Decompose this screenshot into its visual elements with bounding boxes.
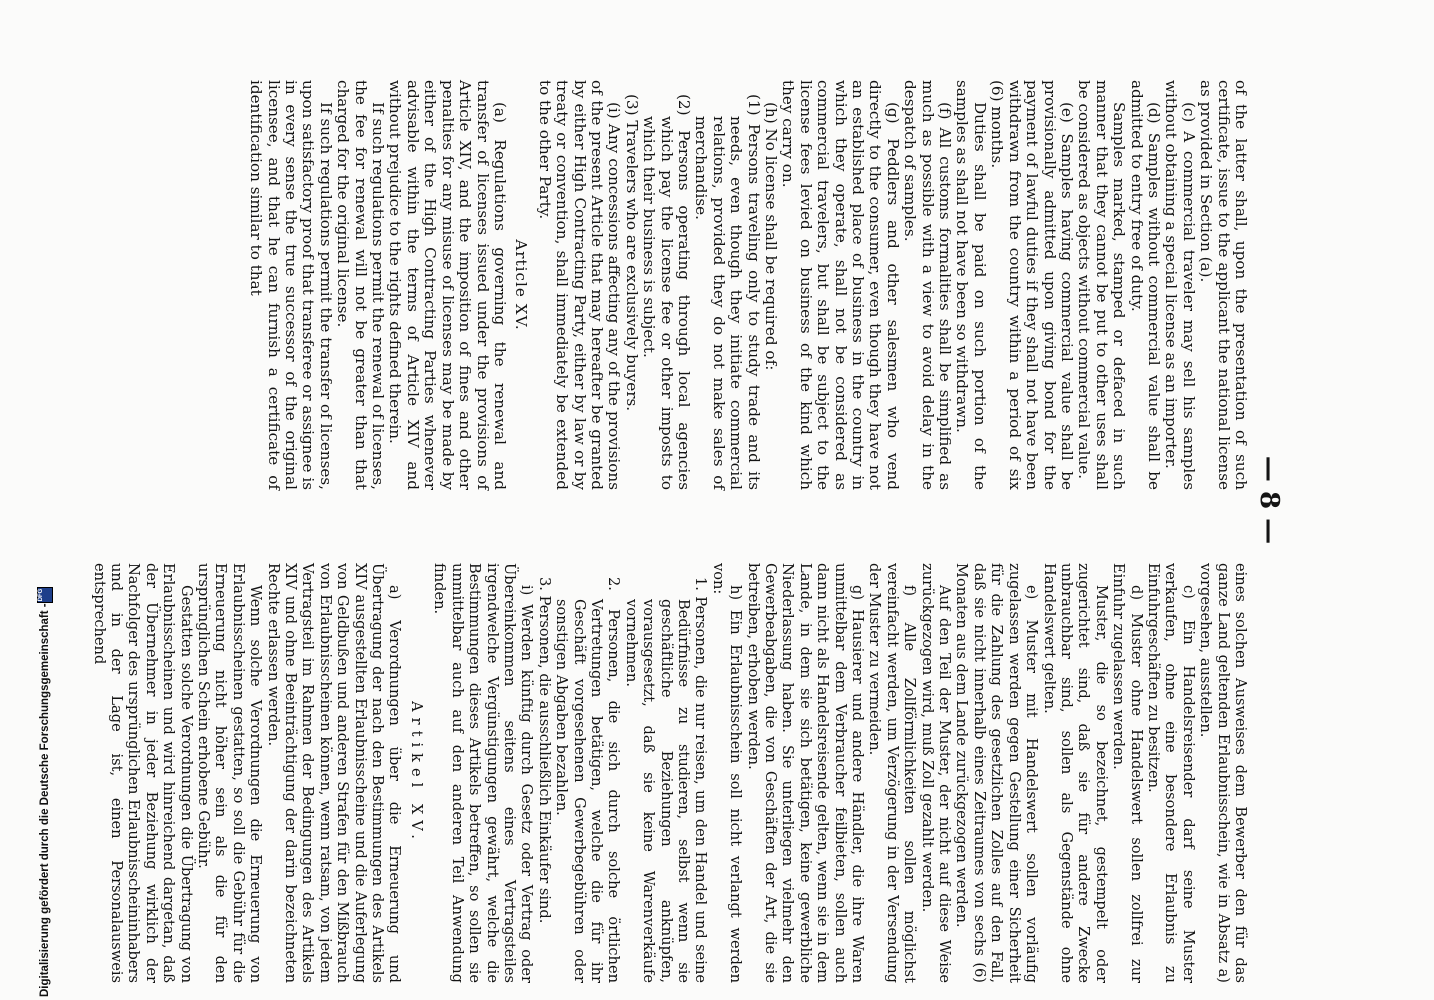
german-article-heading: Artikel XV. (407, 701, 425, 845)
english-paragraph: (i) Any concessions affecting any of the provisions of the present Article that may hereafter be granted by either High Contracting Party, either by law or by treaty or convention, shall immediately be extended to the other Party. (535, 80, 624, 490)
german-paragraph: Gestatten solche Verordnungen die Übertragung von Erlaubnisscheinen und wird hinreichend dargetan, daß der Übernehmer in jeder Beziehung wirklich der Nachfolger des ursprünglichen Erlaubnisscheininhabers und in der Lage ist, einen Personalausweis entsprechend (90, 563, 195, 983)
english-paragraph: (a) Regulations governing the renewal and transfer of licenses issued under the provisions of Article XIV, and the imposition of fines and other penalties for any misuse of licenses may be made by either of the High Contracting Parties whenever advisable within the terms of Article XIV and without prejudice to the rights defined therein. (386, 80, 509, 490)
english-paragraph: (e) Samples having commercial value shall be provisionally admitted upon giving bond for the payment of lawful duties if they shall not have been withdrawn from the country within a period of six (6) months. (988, 80, 1076, 490)
english-column (247, 80, 1249, 490)
english-paragraph: (f) All customs formalities shall be simplified as much as possible with a view to avoid delay in the despatch of samples. (901, 80, 955, 490)
english-list-item: (1) Persons traveling only to study trade and its needs, even though they initiate commercial relations, provided they do not make sales of merchandise. (692, 94, 763, 490)
page-number (1254, 0, 1284, 1000)
german-paragraph: f) Alle Zollförmlichkeiten sollen möglichst vereinfacht werden, um Verzögerung in der Versendung der Muster zu vermeiden. (866, 563, 919, 983)
dfg-logo-label: DFG (38, 588, 44, 602)
english-paragraph: (d) Samples without commercial value shall be admitted to entry free of duty. (1127, 80, 1163, 490)
dfg-logo-icon (37, 587, 53, 603)
english-paragraph: If such regulations permit the transfer of licenses, upon satisfactory proof that transferee or assignee is in every sense the true successor of the original licensee, and that he can furnish a certificate of identification similar to that (247, 80, 335, 490)
digitization-credit-text: Digitalisierung gefördert durch die Deutsche Forschungsgemeinschaft - (39, 603, 51, 997)
german-paragraph: a) Verordnungen über die Erneuerung und Übertragung der nach den Bestimmungen des Artikels XIV ausgestellten Erlaubnisscheine und die Auferlegung von Geldbußen und anderen Strafen für den Mißbrauch von Erlaubnisscheinen können, wenn ratsam, von jedem Vertragsteil im Rahmen der Bedingungen des Artikels XIV und ohne Beeinträchtigung der darin bezeichneten Rechte erlassen werden. (264, 563, 404, 983)
english-paragraph: Samples marked, stamped or defaced in such manner that they cannot be put to other uses shall be considered as objects without commercial value. (1075, 80, 1129, 490)
page-dash-left: — (1254, 455, 1284, 491)
german-paragraph: Muster, die so bezeichnet, gestempelt oder zugerichtet sind, daß sie für andere Zwecke unbrauchbar sind, sollen als Gegenstände ohne Handelswert gelten. (1040, 563, 1110, 983)
page-dash-right: — (1254, 509, 1284, 545)
digitization-credit (30, 0, 60, 997)
german-paragraph: c) Ein Handelsreisender darf seine Muster verkaufen, ohne eine besondere Erlaubnis zu Einfuhrgeschäften zu besitzen. (1144, 563, 1197, 983)
english-paragraph: Duties shall be paid on such portion of the samples as shall not have been so withdrawn. (953, 80, 989, 490)
english-paragraph: If such regulations permit the renewal of licenses, the fee for renewal will not be greater than that charged for the original license. (334, 80, 388, 490)
german-column (90, 563, 1249, 983)
german-paragraph: d) Muster ohne Handelswert sollen zollfrei zur Einfuhr zugelassen werden. (1110, 563, 1145, 983)
german-paragraph: Wenn solche Verordnungen die Erneuerung von Erlaubnisscheinen gestatten, so soll die Gebühr für die Erneuerung nicht höher sein als die für den ursprünglichen Schein erhobene Gebühr. (195, 563, 265, 983)
german-list-item: 3. Personen, die ausschließlich Einkäufer sind. (535, 577, 553, 924)
german-list-item: 1. Personen, die nur reisen, um den Handel und seine Bedürfnisse zu studieren, selbst wenn sie geschäftliche Beziehungen anknüpfen, vorausgesetzt, daß sie keine Warenverkäufe vornehmen. (622, 577, 710, 983)
english-list-item: (2) Persons operating through local agencies which pay the license fee or other imposts to which their business is subject. (640, 94, 693, 490)
german-paragraph: i) Werden künftig durch Gesetz oder Vertrag oder Übereinkommen seitens eines Vertragsteiles irgendwelche Vergünstigungen gewährt, welche die Bestimmungen dieses Artikels betreffen, so sollen sie unmittelbar auch auf den anderen Teil Anwendung finden. (431, 563, 536, 983)
english-article-heading: Article XV. (512, 239, 531, 331)
german-paragraph: eines solchen Ausweises dem Bewerber den für das ganze Land geltenden Erlaubnisschein, wie in Absatz a) vorgesehen, ausstellen. (1197, 563, 1249, 983)
english-paragraph: of the latter shall, upon the presentation of such certificate, issue to the applicant the national license as provided in Section (a). (1197, 80, 1250, 490)
english-paragraph: (g) Peddlers and other salesmen who vend directly to the consumer, even though they have not an established place of business in the country in which they operate, shall not be considered as commercial travelers, but shall be subject to the license fees levied on business of the kind which they carry on. (779, 80, 902, 490)
german-paragraph: g) Hausierer und andere Händler, die ihre Waren unmittelbar dem Verbraucher feilbieten, sollen auch dann nicht als Handelsreisende gelten, wenn sie in dem Lande, in dem sie sich betätigen, keine gewerbliche Niederlassung haben. Sie unterliegen vielmehr den Gewerbeabgaben, die von Geschäften der Art, die sie betreiben, erhoben werden. (744, 563, 867, 983)
german-paragraph: e) Muster mit Handelswert sollen vorläufig zugelassen werden gegen Gestellung einer Sicherheit für die Zahlung des gesetzlichen Zolles auf den Fall, daß sie nicht innerhalb eines Zeitraumes von sechs (6) Monaten aus dem Lande zurückgezogen werden. (953, 563, 1041, 983)
german-paragraph: Auf den Teil der Muster, der nicht auf diese Weise zurückgezogen wird, muß Zoll gezahlt werden. (918, 563, 954, 983)
english-list-item: (3) Travelers who are exclusively buyers. (622, 94, 641, 412)
german-list-item: 2. Personen, die sich durch solche örtlichen Vertretungen betätigen, welche die für ihr Geschäft vorgesehenen Gewerbegebühren oder sonstigen Abgaben bezahlen. (553, 577, 623, 983)
english-paragraph: (c) A commercial traveler may sell his samples without obtaining a special license as an importer. (1162, 80, 1198, 490)
english-paragraph: (h) No license shall be required of: (762, 102, 781, 371)
german-paragraph: h) Ein Erlaubnisschein soll nicht verlangt werden von: (709, 563, 745, 983)
page-number-value: 8 (1254, 490, 1284, 510)
